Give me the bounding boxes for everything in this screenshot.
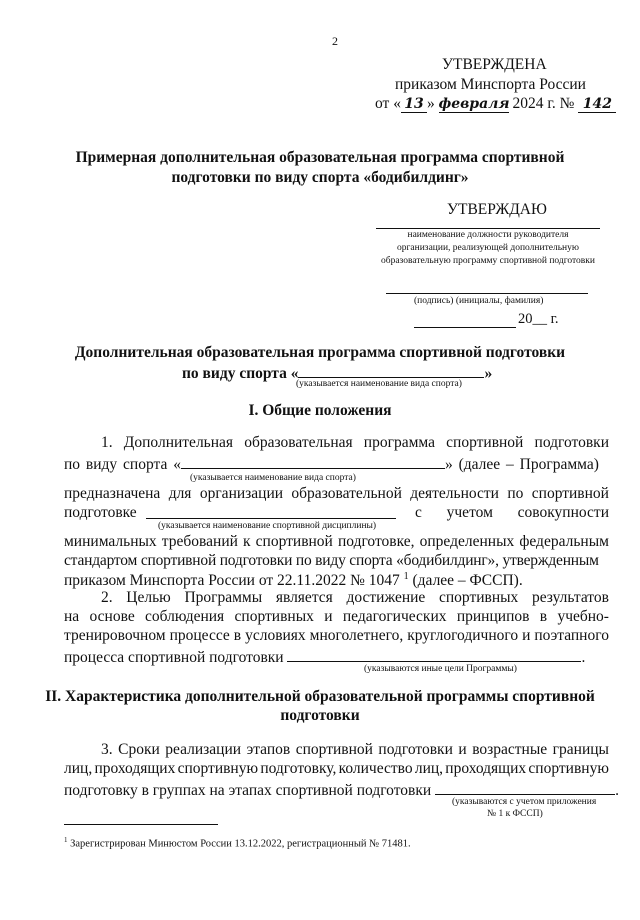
word: на <box>64 608 80 625</box>
p1-line2-prefix: по виду спорта « <box>64 456 181 473</box>
signature-line <box>386 293 588 294</box>
word: организации <box>199 485 284 502</box>
word: спортивной <box>255 533 333 550</box>
word: спортивной <box>531 485 609 502</box>
word: определенных <box>419 533 515 550</box>
word: подготовки <box>534 434 609 451</box>
p3-caption2: № 1 к ФССП) <box>487 809 543 819</box>
word: учебно- <box>557 608 609 625</box>
p3-line2 <box>64 760 609 778</box>
sport-name-blank-2 <box>181 453 445 469</box>
word: педагогических <box>342 608 447 625</box>
approval-title: УТВЕРЖДЕНА <box>442 56 547 73</box>
footnote-separator <box>64 824 218 825</box>
word: тренировочном <box>64 627 166 644</box>
approval-date-prefix: от « <box>375 95 401 112</box>
approve-date-suffix: 20__ г. <box>518 311 559 327</box>
word: лиц, <box>414 760 444 777</box>
word: Дополнительная <box>123 434 234 451</box>
approval-number: 142 <box>578 96 616 113</box>
word: спортивных <box>438 589 519 606</box>
approval-order-line: приказом Минспорта России <box>395 76 586 93</box>
page-number: 2 <box>332 34 338 48</box>
word: подготовку, <box>260 760 337 777</box>
word: в <box>539 608 548 625</box>
p2-line4: процесса спортивной подготовки . <box>64 646 585 667</box>
word: лиц, <box>64 760 93 777</box>
p1-line2-suffix: » (далее – Программа) <box>444 456 599 473</box>
word: 1. <box>101 434 113 451</box>
word: 3. <box>101 741 113 758</box>
word: спортивной <box>446 434 524 451</box>
word: спортивную <box>177 760 259 777</box>
word: в <box>233 627 242 644</box>
word: и <box>522 627 531 644</box>
p1-line1 <box>101 434 609 452</box>
doc-title-line2: подготовки по виду спорта «бодибилдинг» <box>171 169 469 186</box>
discipline-blank <box>146 518 396 519</box>
word: учетом <box>446 504 493 521</box>
p1-caption1: (указывается наименование вида спорта) <box>190 473 356 483</box>
word: подготовке, <box>337 533 415 550</box>
p1-line2 <box>64 453 599 474</box>
word: возрастные <box>472 741 548 758</box>
word: условиях <box>245 627 306 644</box>
word: круглогодичного <box>407 627 519 644</box>
footnote <box>64 836 411 850</box>
p2-caption: (указываются иные цели Программы) <box>364 664 517 674</box>
sport-name-blank <box>298 362 484 378</box>
p3-line3-prefix: подготовку в группах на этапах спортивной подготовки <box>64 782 432 799</box>
position-caption2: организации, реализующей дополнительную <box>397 243 579 253</box>
p1-line5 <box>64 533 609 551</box>
utverzhdayu-label: УТВЕРЖДАЮ <box>447 201 547 218</box>
word: программа <box>363 434 435 451</box>
p1-line7 <box>64 571 523 590</box>
footnote-text: Зарегистрирован Минюстом России 13.12.2022, регистрационный № 71481. <box>70 838 411 850</box>
word: образовательной <box>291 485 402 502</box>
program-title-line1: Дополнительная образовательная программа спортивной подготовки <box>74 344 566 361</box>
position-line <box>376 228 600 229</box>
p1-line6: стандартом спортивной подготовки по виду спорта «бодибилдинг», утвержденным <box>64 552 599 569</box>
approval-month: февраля <box>438 96 510 112</box>
section1-heading: I. Общие положения <box>248 402 392 419</box>
approval-date-line <box>375 95 616 113</box>
p1-line7-suffix: (далее – ФССП). <box>412 572 523 590</box>
approval-day: 13 <box>401 96 427 113</box>
word: количество <box>338 760 413 777</box>
p2-line3 <box>64 627 609 645</box>
word: предназначена <box>64 485 161 502</box>
p1-line4-left: подготовке <box>64 504 137 521</box>
word: к <box>243 533 251 550</box>
p3-line3: подготовку в группах на этапах спортивной подготовки . <box>64 779 619 800</box>
word: подготовки <box>378 741 453 758</box>
word: и <box>458 741 467 758</box>
word: процессе <box>169 627 230 644</box>
word: спортивную <box>528 760 609 777</box>
section2-heading-line1: II. Характеристика дополнительной образовательной программы спортивной <box>45 688 595 705</box>
word: принципов <box>456 608 530 625</box>
word: Целью <box>126 589 171 606</box>
word: минимальных <box>64 533 157 550</box>
word: с <box>415 504 422 521</box>
position-caption1: наименование должности руководителя <box>407 230 569 240</box>
goals-blank <box>287 646 581 662</box>
word: соблюдения <box>145 608 225 625</box>
word: реализации <box>165 741 242 758</box>
word: совокупности <box>517 504 609 521</box>
word: образовательная <box>244 434 353 451</box>
p2-line4-prefix: процесса спортивной подготовки <box>64 649 284 666</box>
program-title-prefix: по виду спорта « <box>182 365 299 382</box>
approval-year: 2024 г. № <box>512 95 575 112</box>
position-caption3: образовательную программу спортивной подготовки <box>380 256 595 266</box>
word: проходящих <box>94 760 176 777</box>
footnote-ref[interactable]: 1 <box>403 571 409 582</box>
word: и <box>324 608 333 625</box>
p3-caption1: (указываются с учетом приложения <box>452 797 597 807</box>
word: результатов <box>531 589 609 606</box>
word: для <box>168 485 192 502</box>
section2-heading-line2: подготовки <box>280 707 360 724</box>
p3-line1 <box>101 741 609 759</box>
word: основе <box>89 608 135 625</box>
word: является <box>275 589 333 606</box>
p2-line2 <box>64 608 609 626</box>
word: проходящих <box>445 760 527 777</box>
doc-title-line1: Примерная дополнительная образовательная программа спортивной <box>75 149 565 166</box>
word: федеральным <box>519 533 609 550</box>
word: спортивной <box>295 741 373 758</box>
date-line <box>414 327 516 328</box>
word: по <box>507 485 524 502</box>
p1-line4-right <box>415 504 609 522</box>
word: этапов <box>246 741 291 758</box>
word: деятельности <box>410 485 499 502</box>
word: спортивных <box>234 608 314 625</box>
word: достижение <box>346 589 426 606</box>
approval-date-mid: » <box>426 95 435 112</box>
groups-blank <box>435 779 615 795</box>
word: 2. <box>101 589 113 606</box>
footnote-mark: 1 <box>64 836 68 844</box>
word: поэтапного <box>534 627 609 644</box>
word: границы <box>552 741 609 758</box>
word: Сроки <box>118 741 160 758</box>
word: многолетнего, <box>309 627 404 644</box>
signature-caption: (подпись) (инициалы, фамилия) <box>414 296 544 306</box>
p1-line7-prefix: приказом Минспорта России от 22.11.2022 № 1047 <box>64 572 400 590</box>
p1-line3 <box>64 485 609 503</box>
word: требований <box>161 533 238 550</box>
word: Программы <box>184 589 263 606</box>
program-title-caption: (указывается наименование вида спорта) <box>296 379 462 389</box>
p2-line1 <box>101 589 609 607</box>
program-title-suffix: » <box>484 365 493 382</box>
p1-caption2: (указывается наименование спортивной дисциплины) <box>158 521 377 531</box>
